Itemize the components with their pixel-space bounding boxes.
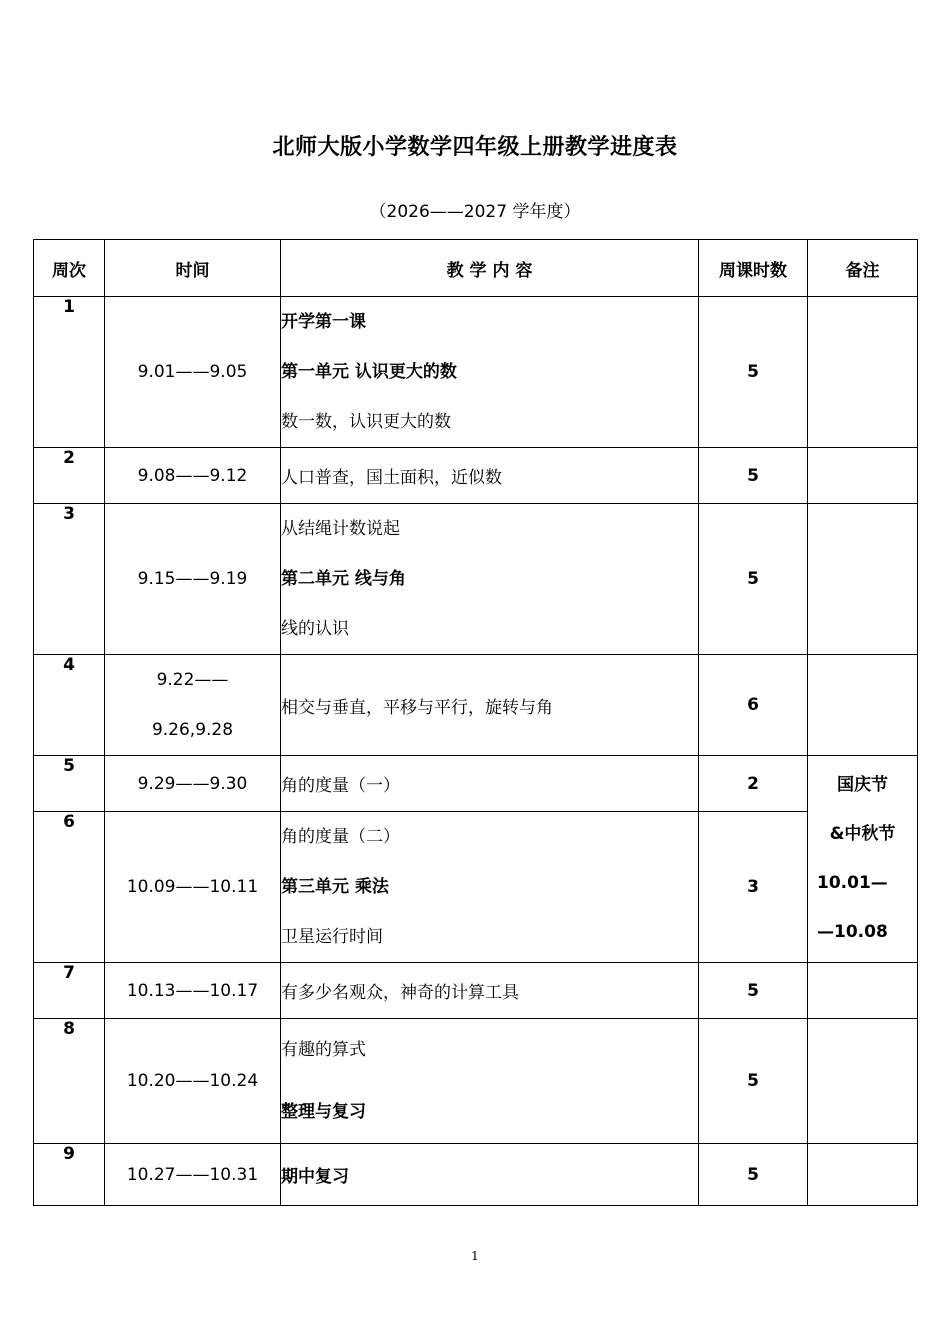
- week-note: [808, 1144, 918, 1206]
- content-line: 整理与复习: [281, 1102, 366, 1122]
- week-time: 9.29——9.30: [105, 756, 281, 812]
- week-note: [808, 297, 918, 448]
- week-content: [281, 297, 699, 448]
- week-hours: 3: [699, 812, 808, 963]
- time-line: 9.26,9.28: [151, 720, 234, 740]
- header-note: 备注: [808, 240, 918, 297]
- content-line: 有趣的算式: [281, 1040, 366, 1060]
- time-line: 9.22——: [156, 670, 229, 690]
- week-hours: 5: [699, 1144, 808, 1206]
- week-number: 3: [34, 504, 105, 655]
- header-time: 时间: [105, 240, 281, 297]
- holiday-note-line: &中秋节: [829, 824, 896, 844]
- week-note: [808, 963, 918, 1019]
- week-time: 10.20——10.24: [105, 1019, 281, 1144]
- week-content: [281, 1019, 699, 1144]
- week-hours: 5: [699, 963, 808, 1019]
- content-line: 卫星运行时间: [281, 927, 383, 947]
- week-content: [281, 963, 699, 1019]
- week-content: [281, 812, 699, 963]
- holiday-note: [808, 756, 918, 963]
- week-time: 9.08——9.12: [105, 448, 281, 504]
- page-number: 1: [471, 1249, 479, 1263]
- content-line: 从结绳计数说起: [281, 519, 400, 539]
- week-number: 8: [34, 1019, 105, 1144]
- week-content: [281, 504, 699, 655]
- week-content: [281, 756, 699, 812]
- week-number: 1: [34, 297, 105, 448]
- header-row: [34, 240, 918, 297]
- table-row: [34, 448, 918, 504]
- week-hours: 6: [699, 655, 808, 756]
- week-content: [281, 655, 699, 756]
- schedule-table: [33, 239, 918, 1206]
- week-number: 4: [34, 655, 105, 756]
- content-line: 数一数，认识更大的数: [281, 412, 451, 432]
- week-hours: 5: [699, 504, 808, 655]
- content-line: 第一单元 认识更大的数: [281, 362, 457, 382]
- content-line: 开学第一课: [281, 312, 366, 332]
- content-line: 角的度量（一）: [281, 776, 400, 796]
- week-hours: 2: [699, 756, 808, 812]
- table-row: [34, 812, 918, 963]
- week-time: 10.13——10.17: [105, 963, 281, 1019]
- header-hours: 周课时数: [699, 240, 808, 297]
- holiday-note-line: —10.08: [817, 922, 888, 942]
- content-line: 角的度量（二）: [281, 827, 400, 847]
- week-hours: 5: [699, 1019, 808, 1144]
- week-content: [281, 448, 699, 504]
- content-line: 有多少名观众，神奇的计算工具: [281, 983, 519, 1003]
- page-subtitle: （2026——2027 学年度）: [369, 202, 581, 222]
- week-note: [808, 448, 918, 504]
- table-row: [34, 963, 918, 1019]
- header-week: 周次: [34, 240, 105, 297]
- holiday-note-line: 国庆节: [837, 775, 888, 795]
- week-hours: 5: [699, 297, 808, 448]
- week-note: [808, 504, 918, 655]
- week-time: 10.09——10.11: [105, 812, 281, 963]
- table-row: [34, 1144, 918, 1206]
- week-time: 9.01——9.05: [105, 297, 281, 448]
- week-number: 9: [34, 1144, 105, 1206]
- week-time: 9.15——9.19: [105, 504, 281, 655]
- table-row: [34, 756, 918, 812]
- week-hours: 5: [699, 448, 808, 504]
- week-note: [808, 655, 918, 756]
- week-number: 7: [34, 963, 105, 1019]
- content-line: 线的认识: [281, 619, 349, 639]
- header-content: 教 学 内 容: [281, 240, 699, 297]
- table-row: [34, 297, 918, 448]
- week-number: 5: [34, 756, 105, 812]
- table-row: [34, 1019, 918, 1144]
- content-line: 第三单元 乘法: [281, 877, 389, 897]
- week-content: [281, 1144, 699, 1206]
- week-number: 6: [34, 812, 105, 963]
- table-row: [34, 504, 918, 655]
- content-line: 相交与垂直，平移与平行，旋转与角: [281, 697, 553, 718]
- content-line: 期中复习: [281, 1167, 349, 1187]
- page-title: 北师大版小学数学四年级上册教学进度表: [272, 135, 678, 160]
- week-note: [808, 1019, 918, 1144]
- table-row: [34, 655, 918, 756]
- week-time: 10.27——10.31: [105, 1144, 281, 1206]
- content-line: 第二单元 线与角: [281, 569, 406, 589]
- week-time: [105, 655, 281, 756]
- week-number: 2: [34, 448, 105, 504]
- content-line: 人口普查，国土面积，近似数: [281, 468, 502, 488]
- holiday-note-line: 10.01—: [817, 873, 888, 893]
